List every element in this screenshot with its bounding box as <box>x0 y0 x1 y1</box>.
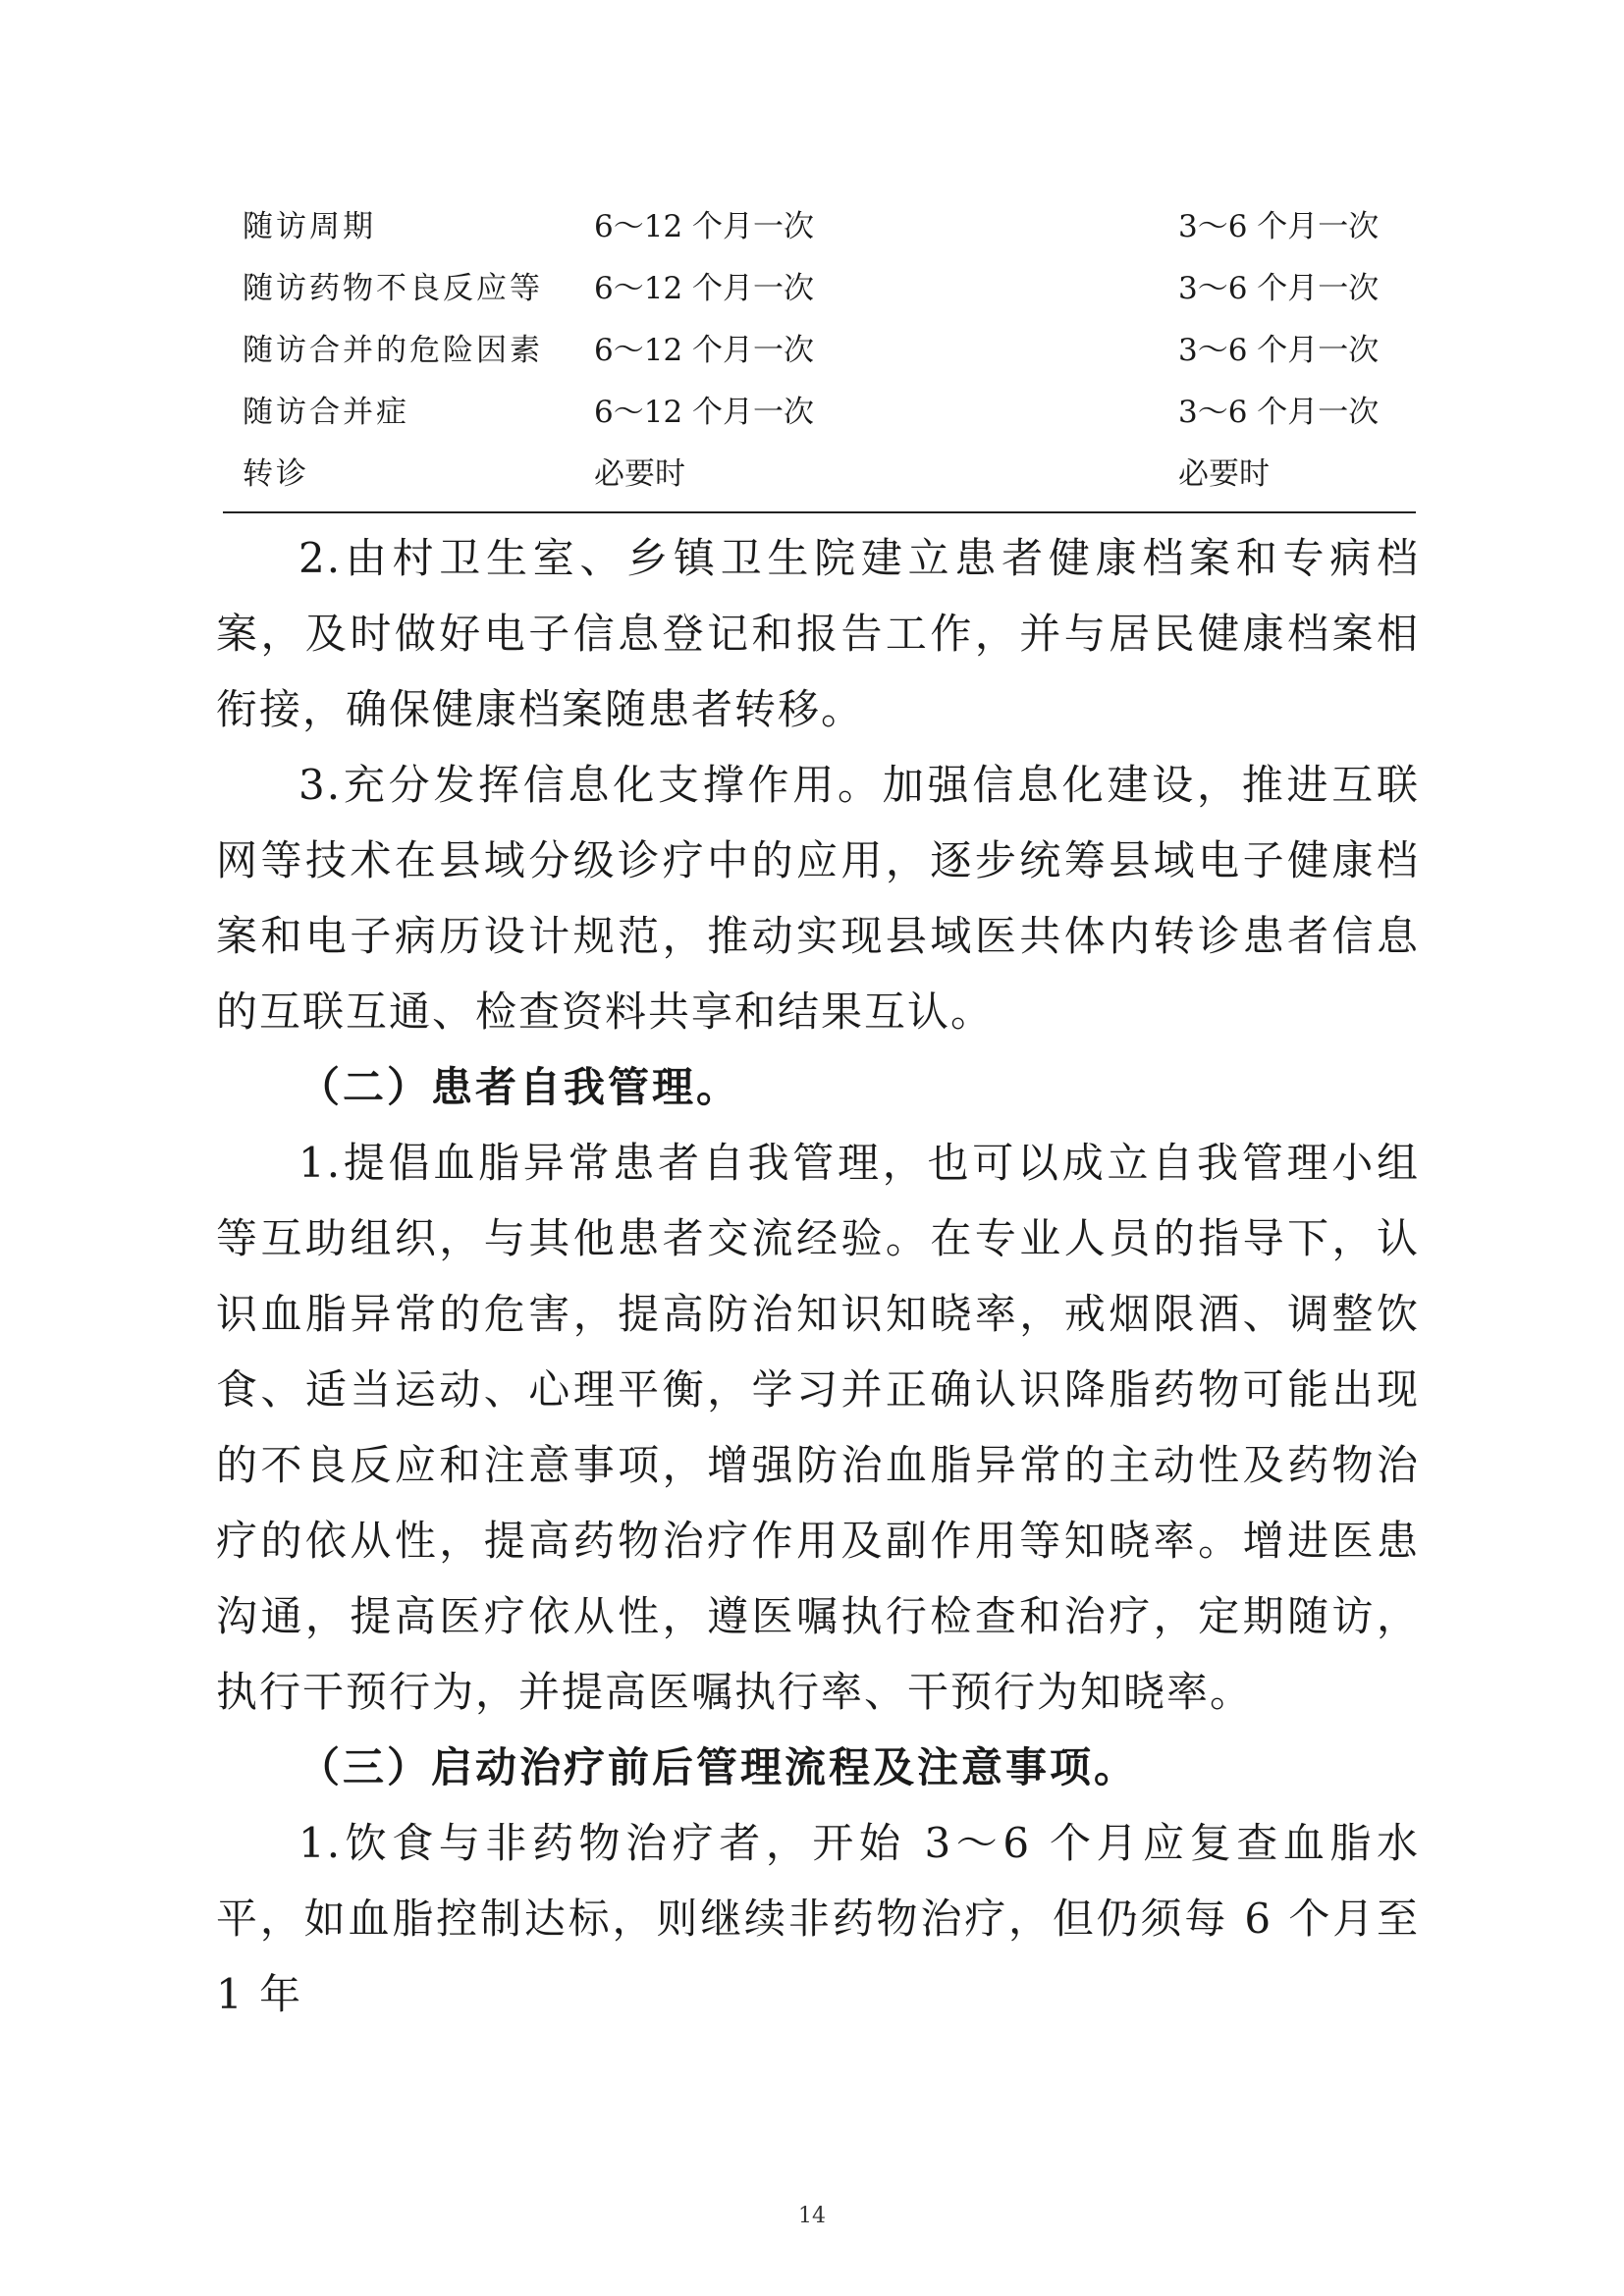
table-row <box>223 320 1416 382</box>
section-heading-treatment-process: （三）启动治疗前后管理流程及注意事项。 <box>298 1743 1139 1791</box>
table-cell-col3: 3～6 个月一次 <box>1178 395 1380 430</box>
table-cell-item: 随访合并的危险因素 <box>243 333 543 368</box>
table-cell-col3: 3～6 个月一次 <box>1178 271 1380 306</box>
table-row <box>223 196 1416 258</box>
paragraph-informatization: 3.充分发挥信息化支撑作用。加强信息化建设，推进互联网等技术在县域分级诊疗中的应用，逐步统筹县域电子健康档案和电子病历设计规范，推动实现县域医共体内转诊患者信息的互联互通、检查资料共享和结果互认。 <box>216 761 1420 1036</box>
table-cell-col2: 6～12 个月一次 <box>594 271 815 306</box>
table-row <box>223 444 1416 506</box>
table-cell-col2: 6～12 个月一次 <box>594 333 815 368</box>
paragraph-archives: 2.由村卫生室、乡镇卫生院建立患者健康档案和专病档案，及时做好电子信息登记和报告工作，并与居民健康档案相衔接，确保健康档案随患者转移。 <box>216 534 1420 733</box>
table-row <box>223 382 1416 444</box>
table-cell-item: 随访周期 <box>243 209 376 244</box>
table-cell-col3: 3～6 个月一次 <box>1178 333 1380 368</box>
table-row <box>223 258 1416 320</box>
table-cell-col3: 必要时 <box>1178 456 1270 492</box>
section-heading-self-management: （二）患者自我管理。 <box>298 1063 741 1111</box>
page-number: 14 <box>798 2204 826 2228</box>
table-cell-col2: 6～12 个月一次 <box>594 209 815 244</box>
table-cell-col2: 6～12 个月一次 <box>594 395 815 430</box>
table-cell-col2: 必要时 <box>594 456 685 492</box>
table-cell-item: 随访合并症 <box>243 395 409 430</box>
table-cell-col3: 3～6 个月一次 <box>1178 209 1380 244</box>
table-cell-item: 转诊 <box>243 456 309 492</box>
follow-up-table <box>223 196 1416 513</box>
table-cell-item: 随访药物不良反应等 <box>243 271 543 306</box>
paragraph-self-management: 1.提倡血脂异常患者自我管理，也可以成立自我管理小组等互助组织，与其他患者交流经验。在专业人员的指导下，认识血脂异常的危害，提高防治知识知晓率，戒烟限酒、调整饮食、适当运动、心理平衡，学习并正确认识降脂药物可能出现的不良反应和注意事项，增强防治血脂异常的主动性及药物治疗的依从性，提高药物治疗作用及副作用等知晓率。增进医患沟通，提高医疗依从性，遵医嘱执行检查和治疗，定期随访，执行干预行为，并提高医嘱执行率、干预行为知晓率。 <box>216 1139 1420 1716</box>
body-text <box>216 520 1420 2032</box>
paragraph-diet-treatment: 1.饮食与非药物治疗者，开始 3～6 个月应复查血脂水平，如血脂控制达标，则继续非药物治疗，但仍须每 6 个月至 1 年 <box>216 1819 1420 2018</box>
